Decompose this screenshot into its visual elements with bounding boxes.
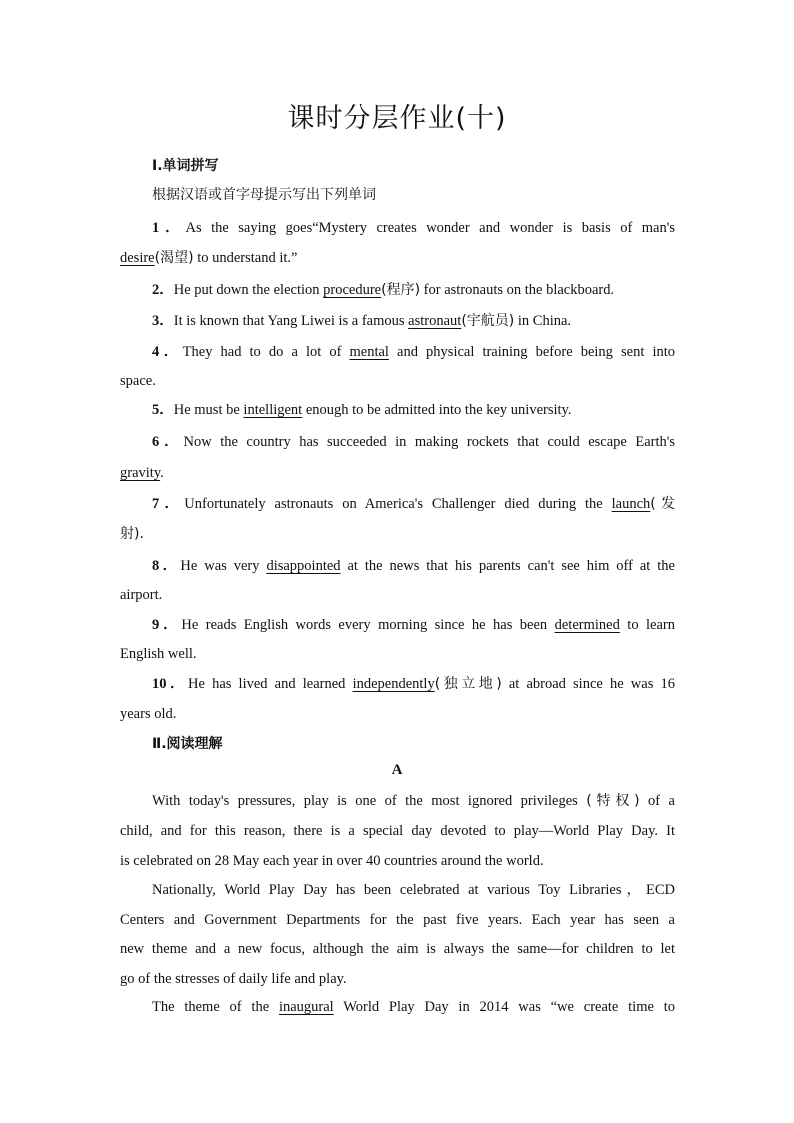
- passage-p2-line-4: go of the stresses of daily life and play.: [120, 971, 347, 987]
- item-number: 10．: [152, 676, 189, 692]
- passage-p1-line-1: [152, 791, 675, 811]
- item-9-line-2: English well.: [120, 646, 197, 662]
- item-1-line-1: [152, 218, 675, 238]
- item-text: enough to be admitted into the key university.: [302, 402, 572, 418]
- item-answer: launch: [611, 496, 651, 512]
- section-1-heading: Ⅰ.单词拼写: [152, 158, 219, 174]
- item-text: They had to do a lot of: [182, 344, 350, 360]
- item-hint: (宇航员): [461, 313, 515, 329]
- item-3: [152, 311, 675, 331]
- item-text: to understand it.”: [193, 250, 298, 266]
- passage-text: of a: [639, 793, 675, 809]
- item-hint: (发: [650, 496, 675, 512]
- item-number: 8．: [152, 558, 181, 574]
- item-5: [152, 400, 675, 420]
- item-2: [152, 280, 675, 300]
- item-hint: (独立地): [434, 676, 502, 692]
- item-4-line-2: space.: [120, 373, 156, 389]
- item-answer: gravity: [120, 465, 161, 481]
- item-number: 7．: [152, 496, 185, 512]
- item-number: 4．: [152, 344, 183, 360]
- item-9-line-1: [152, 615, 675, 635]
- item-text: He reads English words every morning since he has been: [181, 617, 555, 633]
- item-number: 1．: [152, 220, 186, 236]
- item-text: in China.: [514, 313, 572, 329]
- item-text: He put down the election: [173, 282, 324, 298]
- passage-p1-line-3: is celebrated on 28 May each year in over 40 countries around the world.: [120, 853, 544, 869]
- item-answer: astronaut: [408, 313, 462, 329]
- item-number: 6．: [152, 434, 184, 450]
- item-text: As the saying goes“Mystery creates wonder and wonder is basis of man's: [185, 220, 676, 236]
- section-2-heading: Ⅱ.阅读理解: [152, 736, 223, 752]
- page-title: 课时分层作业(十): [287, 103, 507, 134]
- item-hint: (渴望): [154, 250, 194, 266]
- item-4-line-1: [152, 342, 675, 362]
- passage-p2-line-2: Centers and Government Departments for the past five years. Each year has seen a: [120, 912, 675, 928]
- item-answer: independently: [352, 676, 435, 692]
- item-answer: determined: [554, 617, 620, 633]
- item-answer: disappointed: [266, 558, 341, 574]
- item-10-line-2: years old.: [120, 706, 177, 722]
- section-1-instruction: 根据汉语或首字母提示写出下列单词: [152, 187, 376, 203]
- item-answer: procedure: [323, 282, 382, 298]
- passage-text: The theme of the: [152, 999, 279, 1015]
- item-text: to learn: [619, 617, 675, 633]
- passage-p2-line-1: Nationally, World Play Day has been celebrated at various Toy Libraries，ECD: [152, 882, 675, 898]
- item-hint: (程序): [381, 282, 421, 298]
- item-number: 3．: [152, 313, 174, 329]
- item-text: at abroad since he was 16: [501, 676, 675, 692]
- item-10-line-1: [152, 674, 675, 694]
- item-7-line-2: 射).: [120, 526, 144, 542]
- item-8-line-1: [152, 556, 675, 576]
- item-answer: mental: [349, 344, 389, 360]
- item-text: for astronauts on the blackboard.: [420, 282, 615, 298]
- passage-label: A: [391, 762, 403, 778]
- item-8-line-2: airport.: [120, 587, 163, 603]
- passage-p1-line-2: child, and for this reason, there is a special day devoted to play—World Play Day. It: [120, 823, 675, 839]
- item-text: and physical training before being sent into: [388, 344, 675, 360]
- item-6-line-2: [120, 463, 675, 483]
- item-1-line-2: [120, 248, 675, 268]
- passage-p2-line-3: new theme and a new focus, although the aim is always the same—for children to let: [120, 941, 675, 957]
- passage-text: With today's pressures, play is one of the most ignored privileges: [152, 793, 587, 809]
- item-text: .: [160, 465, 164, 481]
- item-text: at the news that his parents can't see him off at the: [340, 558, 675, 574]
- item-text: He was very: [180, 558, 267, 574]
- item-text: Now the country has succeeded in making rockets that could escape Earth's: [183, 434, 675, 450]
- item-text: Unfortunately astronauts on America's Challenger died during the: [184, 496, 612, 512]
- passage-hint: (特权): [586, 793, 640, 809]
- item-number: 5．: [152, 402, 174, 418]
- item-6-line-1: [152, 432, 675, 452]
- item-number: 2．: [152, 282, 174, 298]
- passage-p3-line-1: [152, 997, 675, 1017]
- item-number: 9．: [152, 617, 182, 633]
- item-text: It is known that Yang Liwei is a famous: [173, 313, 409, 329]
- item-text: He must be: [173, 402, 244, 418]
- item-7-line-1: [152, 494, 675, 514]
- item-text: He has lived and learned: [188, 676, 353, 692]
- item-answer: desire: [120, 250, 155, 266]
- item-answer: intelligent: [243, 402, 303, 418]
- passage-text: World Play Day in 2014 was “we create time to: [333, 999, 675, 1015]
- passage-underlined-word: inaugural: [278, 999, 334, 1015]
